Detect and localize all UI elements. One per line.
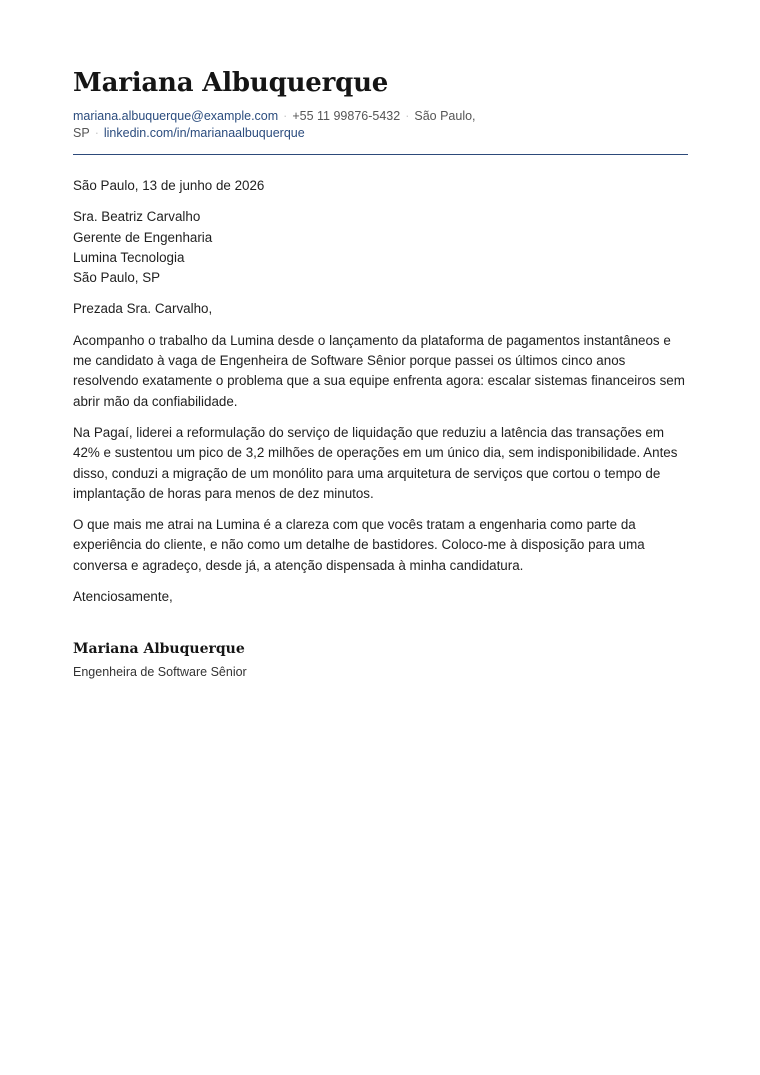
applicant-name: Mariana Albuquerque [73,68,389,98]
letter-body [73,176,688,607]
body-paragraph: O que mais me atrai na Lumina é a clareza com que vocês tratam a engenharia como parte da experiência do cliente, e não como um detalhe de bastidores. Coloco-me à disposição para uma conversa e agradeço, desde já, a atenção dispensada à minha candidatura. [73,517,645,573]
linkedin-link[interactable]: linkedin.com/in/marianaalbuquerque [103,126,305,140]
recipient-line: Lumina Tecnologia [73,249,185,265]
separator: · [94,126,99,140]
location: São Paulo, SP [73,109,476,140]
separator: · [405,109,410,123]
email-link[interactable]: mariana.albuquerque@example.com [73,109,279,123]
signature-name: Mariana Albuquerque [73,641,245,657]
recipient-line: São Paulo, SP [73,270,161,286]
contact-line [73,108,493,142]
body-paragraph: Na Pagaí, liderei a reformulação do serviço de liquidação que reduziu a latência das transações em 42% e sustentou um pico de 3,2 milhões de operações em um único dia, sem indisponibilidade. Antes disso, conduzi a migração de um monólito para uma arquitetura de serviços que cortou o tempo de implantação de horas para menos de dez minutos. [73,424,678,501]
recipient-block [73,207,688,288]
salutation: Prezada Sra. Carvalho, [73,301,213,317]
separator: · [283,109,288,123]
header-divider [73,154,688,155]
recipient-line: Sra. Beatriz Carvalho [73,209,201,225]
recipient-line: Gerente de Engenharia [73,229,213,245]
signature-title: Engenheira de Software Sênior [73,665,247,679]
closing: Atenciosamente, [73,589,173,605]
phone-number: +55 11 99876-5432 [292,109,401,123]
letter-date: São Paulo, 13 de junho de 2026 [73,178,265,193]
body-paragraph: Acompanho o trabalho da Lumina desde o lançamento da plataforma de pagamentos instantâneos e me candidato à vaga de Engenheira de Software Sênior porque passei os últimos cinco anos resolvendo exatamente o problema que a sua equipe enfrenta agora: escalar sistemas financeiros sem abrir mão da confiabilidade. [73,332,685,409]
